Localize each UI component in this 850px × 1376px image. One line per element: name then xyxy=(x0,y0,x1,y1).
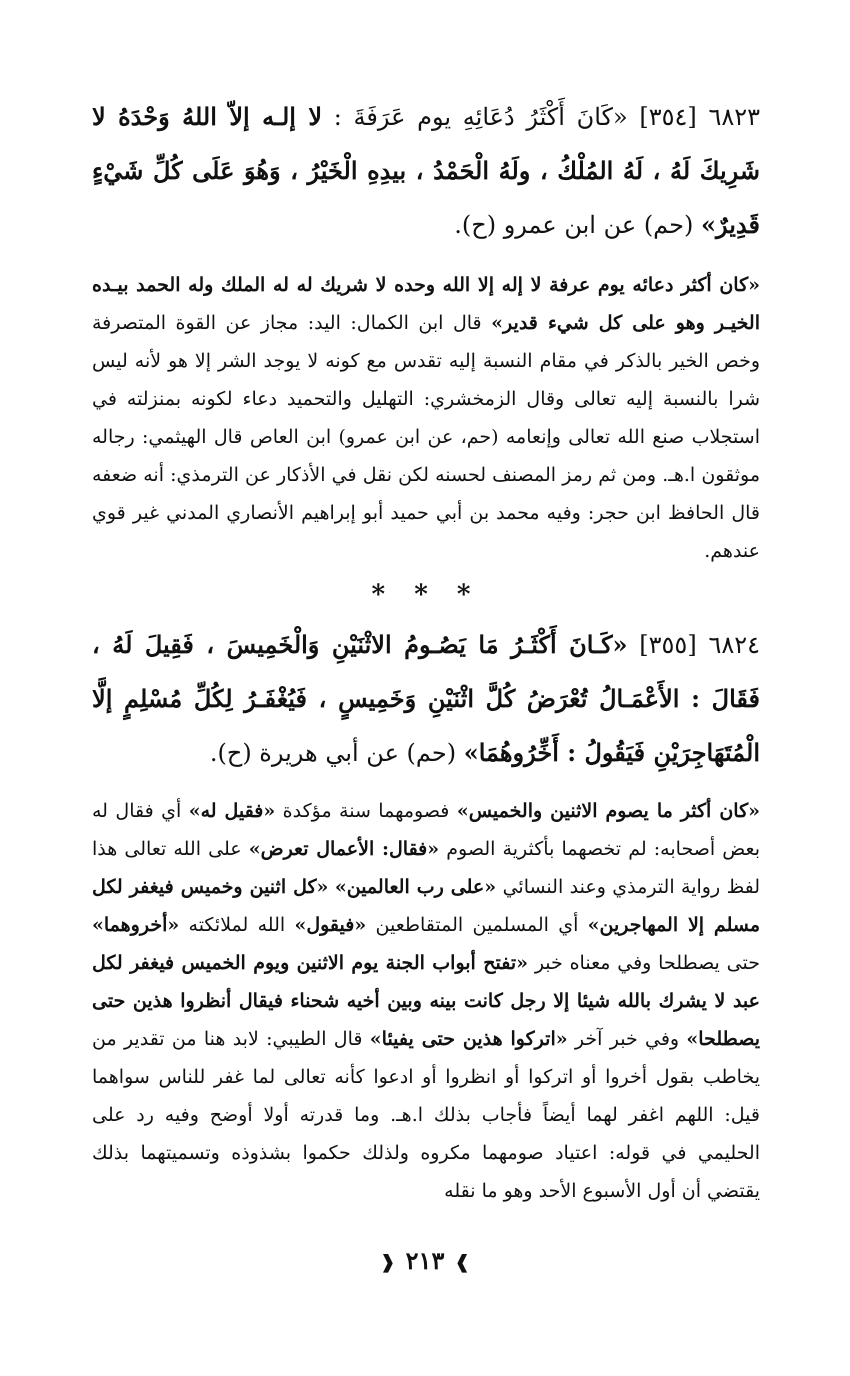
hadith-reference: (حم) عن ابن عمرو (ح). xyxy=(454,211,694,239)
commentary-quote: «على رب العالمين» xyxy=(334,876,497,898)
commentary-text: حتى يصطلحا وفي معناه خبر xyxy=(528,952,760,974)
commentary-quote: «فيقول» xyxy=(294,914,367,936)
commentary-6824 xyxy=(92,792,760,1210)
page-number: ٢١٣ xyxy=(405,1246,445,1275)
hadith-number: ٦٨٢٣ [٣٥٤] xyxy=(639,103,761,131)
commentary-text: قال ابن الكمال: اليد: مجاز عن القوة المتصرفة وخص الخير بالذكر في مقام النسبة إليه تقدس مع كونه لا يوجد الشر إلا هو لأنه ليس شرا بالنسبة إليه تعالى وقال الزمخشري: التهليل والتحميد دعاء لكونه بمنزلته في استجلاب صنع الله تعالى وإنعامه (حم، عن ابن عمرو) ابن العاص قال الهيثمي: رجاله موثقون ا.هـ. ومن ثم رمز المصنف لحسنه لكن نقل في الأذكار عن الترمذي: أنه ضعفه قال الحافظ ابن حجر: وفيه محمد بن أبي حميد أبو إبراهيم الأنصاري المدني غير قوي عندهم. xyxy=(92,312,760,562)
section-separator: * * * xyxy=(371,580,481,610)
ornament-icon: ❱ xyxy=(454,1252,470,1273)
commentary-quote: «كل اثنين وخميس فيغفر لكل مسلم إلا المهاجرين» xyxy=(92,876,760,936)
commentary-text: على الله تعالى هذا لفظ رواية الترمذي وعند النسائي xyxy=(92,838,761,898)
commentary-text: وفي خبر آخر xyxy=(567,1028,687,1050)
hadith-number: ٦٨٢٤ [٣٥٥] xyxy=(639,631,760,659)
commentary-text: فصومهما سنة مؤكدة xyxy=(275,800,457,822)
hadith-matn: لا إلـه إلاّ اللهُ وَحْدَهُ لا شَرِيكَ لَهُ ، لَهُ المُلْكُ ، ولَهُ الْحَمْدُ ، بيدِهِ الْخَيْرُ ، وَهُوَ عَلَى كُلِّ شَيْءٍ قَدِيرٌ» xyxy=(92,102,760,239)
commentary-6823 xyxy=(92,266,760,570)
commentary-text: أي فقال له بعض أصحابه: لم تخصهما بأكثرية الصوم xyxy=(92,800,760,860)
ornament-icon: ❰ xyxy=(380,1252,396,1273)
hadith-reference: (حم) عن أبي هريرة (ح). xyxy=(209,739,457,767)
hadith-matn: «كَـانَ أَكْثَـرُ مَا يَصُـومُ الاثْنَيْنِ وَالْخَمِيسَ ، فَقِيلَ لَهُ ، فَقَالَ : الأَعْمَـالُ تُعْرَضُ كُلَّ اثْنَيْنِ وَخَمِيسٍ ، فَيُغْفَـرُ لِكُلِّ مُسْلِمٍ إلَّا الْمُتَهَاجِرَيْنِ فَيَقُولُ : أَخِّرُوهُمَا» xyxy=(92,630,760,767)
commentary-quote: «تفتح أبواب الجنة يوم الاثنين ويوم الخميس فيغفر لكل عبد لا يشرك بالله شيئا إلا رجل كانت بينه وبين أخيه شحناء فيقال أنظروا هذين حتى يصطلحا» xyxy=(92,952,760,1050)
hadith-6824 xyxy=(92,618,760,780)
commentary-text: أي المسلمين المتقاطعين xyxy=(366,914,588,936)
commentary-text: قال الطيبي: لابد هنا من تقدير من يخاطب بقول أخروا أو اتركوا أو انظروا أو ادعوا كأنه تعالى لما غفر للناس سواهما قيل: اللهم اغفر لهما أيضاً فأجاب بذلك ا.هـ. وما قدرته أولا أوضح وفيه رد على الحليمي في قوله: اعتياد صومهما مكروه ولذلك حكموا بشذوذه وتسميتهما بذلك يقتضي أن أول الأسبوع الأحد وهو ما نقله xyxy=(92,1028,760,1202)
commentary-text: الله لملائكته xyxy=(179,914,295,936)
commentary-quote: «كان أكثر ما يصوم الاثنين والخميس» xyxy=(456,800,760,822)
hadith-intro: «كَانَ أَكْثَرُ دُعَائِهِ يوم عَرَفَةَ : xyxy=(333,103,628,131)
hadith-6823 xyxy=(92,90,760,252)
page-body xyxy=(92,90,760,1210)
commentary-quote: «فقيل له» xyxy=(188,800,276,822)
page-number-footer xyxy=(0,1246,850,1275)
commentary-quote: «أخروهما» xyxy=(92,914,180,936)
commentary-quote: «كان أكثر دعائه يوم عرفة لا إله إلا الله وحده لا شريك له له الملك وله الحمد بيـده الخيـر وهو على كل شيء قدير» xyxy=(92,274,760,334)
commentary-quote: «اتركوا هذين حتى يفيئا» xyxy=(369,1028,568,1050)
commentary-quote: «فقال: الأعمال تعرض» xyxy=(248,838,440,860)
